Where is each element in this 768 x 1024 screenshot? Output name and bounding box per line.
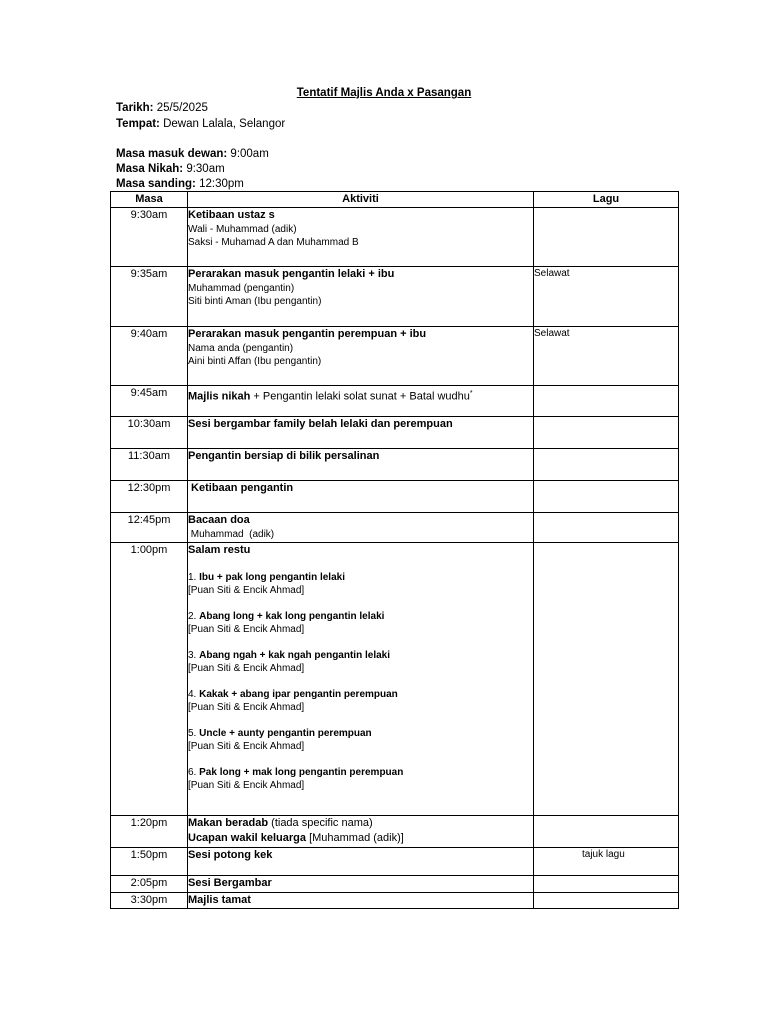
activity-title: Salam restu (188, 544, 251, 556)
table-row (111, 386, 679, 417)
activity-title-line (188, 831, 533, 846)
item-text: Abang long + kak long pengantin lelaki (199, 611, 385, 622)
item-text: Abang ngah + kak ngah pengantin lelaki (199, 650, 390, 661)
item-names: [Puan Siti & Encik Ahmad] (188, 585, 305, 596)
footnote-marker: * (469, 390, 473, 397)
item-text: Ibu + pak long pengantin lelaki (199, 572, 345, 583)
table-row (111, 848, 679, 876)
song-cell: Selawat (534, 267, 679, 327)
activity-cell (188, 816, 534, 848)
table-row (111, 816, 679, 848)
song-cell: Selawat (534, 327, 679, 386)
time-cell: 10:30am (111, 417, 188, 449)
item-names: [Puan Siti & Encik Ahmad] (188, 624, 305, 635)
list-item (188, 610, 533, 636)
activity-title: Perarakan masuk pengantin perempuan + ibu (188, 328, 427, 340)
item-number: 6. (188, 767, 197, 778)
item-number: 5. (188, 728, 197, 739)
activity-title: Sesi bergambar family belah lelaki dan perempuan (188, 418, 453, 430)
time-cell: 9:45am (111, 386, 188, 417)
table-row (111, 876, 679, 893)
song-cell (534, 449, 679, 481)
item-names: [Puan Siti & Encik Ahmad] (188, 780, 305, 791)
activity-title: Majlis nikah (188, 390, 251, 403)
table-row (111, 543, 679, 816)
time-cell: 3:30pm (111, 893, 188, 909)
activity-cell (188, 208, 534, 267)
table-header-row (111, 192, 679, 208)
table-row (111, 513, 679, 543)
sanding-time-line (116, 177, 244, 192)
activity-cell (188, 513, 534, 543)
list-item (188, 688, 533, 714)
venue-label: Tempat: (116, 118, 160, 130)
activity-cell (188, 417, 534, 449)
time-cell: 1:50pm (111, 848, 188, 876)
table-row (111, 893, 679, 909)
activity-title: Perarakan masuk pengantin lelaki + ibu (188, 268, 395, 280)
sanding-label: Masa sanding: (116, 178, 196, 190)
activity-detail: Muhammad (adik) (188, 529, 275, 540)
column-header-time: Masa (111, 192, 188, 208)
sanding-value: 12:30pm (199, 178, 244, 190)
song-cell (534, 543, 679, 816)
nikah-label: Masa Nikah: (116, 163, 184, 175)
activity-cell (188, 449, 534, 481)
time-cell: 11:30am (111, 449, 188, 481)
time-cell: 12:30pm (111, 481, 188, 513)
item-text: Uncle + aunty pengantin perempuan (199, 728, 372, 739)
list-item (188, 766, 533, 792)
activity-title: Bacaan doa (188, 514, 250, 526)
item-names: [Puan Siti & Encik Ahmad] (188, 663, 305, 674)
activity-title-extra: + Pengantin lelaki solat sunat + Batal wudhu (253, 390, 470, 403)
table-row (111, 449, 679, 481)
activity-title: Ketibaan pengantin (188, 482, 294, 494)
item-names: [Puan Siti & Encik Ahmad] (188, 741, 305, 752)
nikah-time-line (116, 162, 225, 177)
activity-title: Sesi Bergambar (188, 877, 272, 889)
date-label: Tarikh: (116, 102, 154, 114)
time-cell: 9:30am (111, 208, 188, 267)
column-header-song: Lagu (534, 192, 679, 208)
list-item (188, 649, 533, 675)
item-text: Pak long + mak long pengantin perempuan (199, 767, 404, 778)
time-cell: 12:45pm (111, 513, 188, 543)
item-number: 1. (188, 572, 197, 583)
activity-detail: Siti binti Aman (Ibu pengantin) (188, 296, 322, 307)
activity-title: Pengantin bersiap di bilik persalinan (188, 450, 380, 462)
schedule-table (110, 191, 679, 909)
column-header-activity: Aktiviti (188, 192, 534, 208)
activity-title: Makan beradab (188, 817, 269, 829)
song-cell: tajuk lagu (534, 848, 679, 876)
list-item (188, 727, 533, 753)
time-cell: 9:35am (111, 267, 188, 327)
time-cell: 2:05pm (111, 876, 188, 893)
activity-title: Ucapan wakil keluarga (188, 832, 306, 844)
activity-title: Majlis tamat (188, 894, 251, 906)
item-names: [Puan Siti & Encik Ahmad] (188, 702, 305, 713)
activity-cell (188, 267, 534, 327)
song-cell (534, 417, 679, 449)
activity-title-line (188, 386, 533, 405)
document-title: Tentatif Majlis Anda x Pasangan (296, 87, 472, 99)
table-row (111, 417, 679, 449)
activity-title-extra: [Muhammad (adik)] (309, 832, 404, 844)
song-cell (534, 386, 679, 417)
song-cell (534, 208, 679, 267)
song-cell (534, 481, 679, 513)
activity-detail: Nama anda (pengantin) (188, 343, 294, 354)
activity-title: Ketibaan ustaz s (188, 209, 275, 221)
date-line (116, 101, 208, 116)
hall-entry-value: 9:00am (230, 148, 269, 160)
item-number: 4. (188, 689, 197, 700)
time-cell: 1:00pm (111, 543, 188, 816)
activity-detail: Wali - Muhammad (adik) (188, 224, 297, 235)
time-cell: 1:20pm (111, 816, 188, 848)
song-cell (534, 513, 679, 543)
nikah-value: 9:30am (186, 163, 225, 175)
activity-cell (188, 386, 534, 417)
activity-cell (188, 876, 534, 893)
item-number: 3. (188, 650, 197, 661)
activity-detail: Saksi - Muhamad A dan Muhammad B (188, 237, 359, 248)
hall-entry-label: Masa masuk dewan: (116, 148, 228, 160)
song-cell (534, 816, 679, 848)
activity-title-line (188, 816, 533, 831)
date-value: 25/5/2025 (156, 102, 208, 114)
venue-line (116, 117, 285, 132)
activity-cell (188, 481, 534, 513)
activity-cell (188, 893, 534, 909)
song-cell (534, 893, 679, 909)
activity-title-extra: (tiada specific nama) (271, 817, 373, 829)
list-item (188, 571, 533, 597)
activity-cell (188, 543, 534, 816)
song-cell (534, 876, 679, 893)
item-number: 2. (188, 611, 197, 622)
table-row (111, 267, 679, 327)
activity-cell (188, 327, 534, 386)
time-cell: 9:40am (111, 327, 188, 386)
activity-cell (188, 848, 534, 876)
activity-title: Sesi potong kek (188, 849, 273, 861)
table-row (111, 327, 679, 386)
hall-entry-time-line (116, 147, 269, 162)
activity-detail: Aini binti Affan (Ibu pengantin) (188, 356, 322, 367)
venue-value: Dewan Lalala, Selangor (163, 118, 286, 130)
activity-detail: Muhammad (pengantin) (188, 283, 295, 294)
item-text: Kakak + abang ipar pengantin perempuan (199, 689, 398, 700)
table-row (111, 481, 679, 513)
table-row (111, 208, 679, 267)
